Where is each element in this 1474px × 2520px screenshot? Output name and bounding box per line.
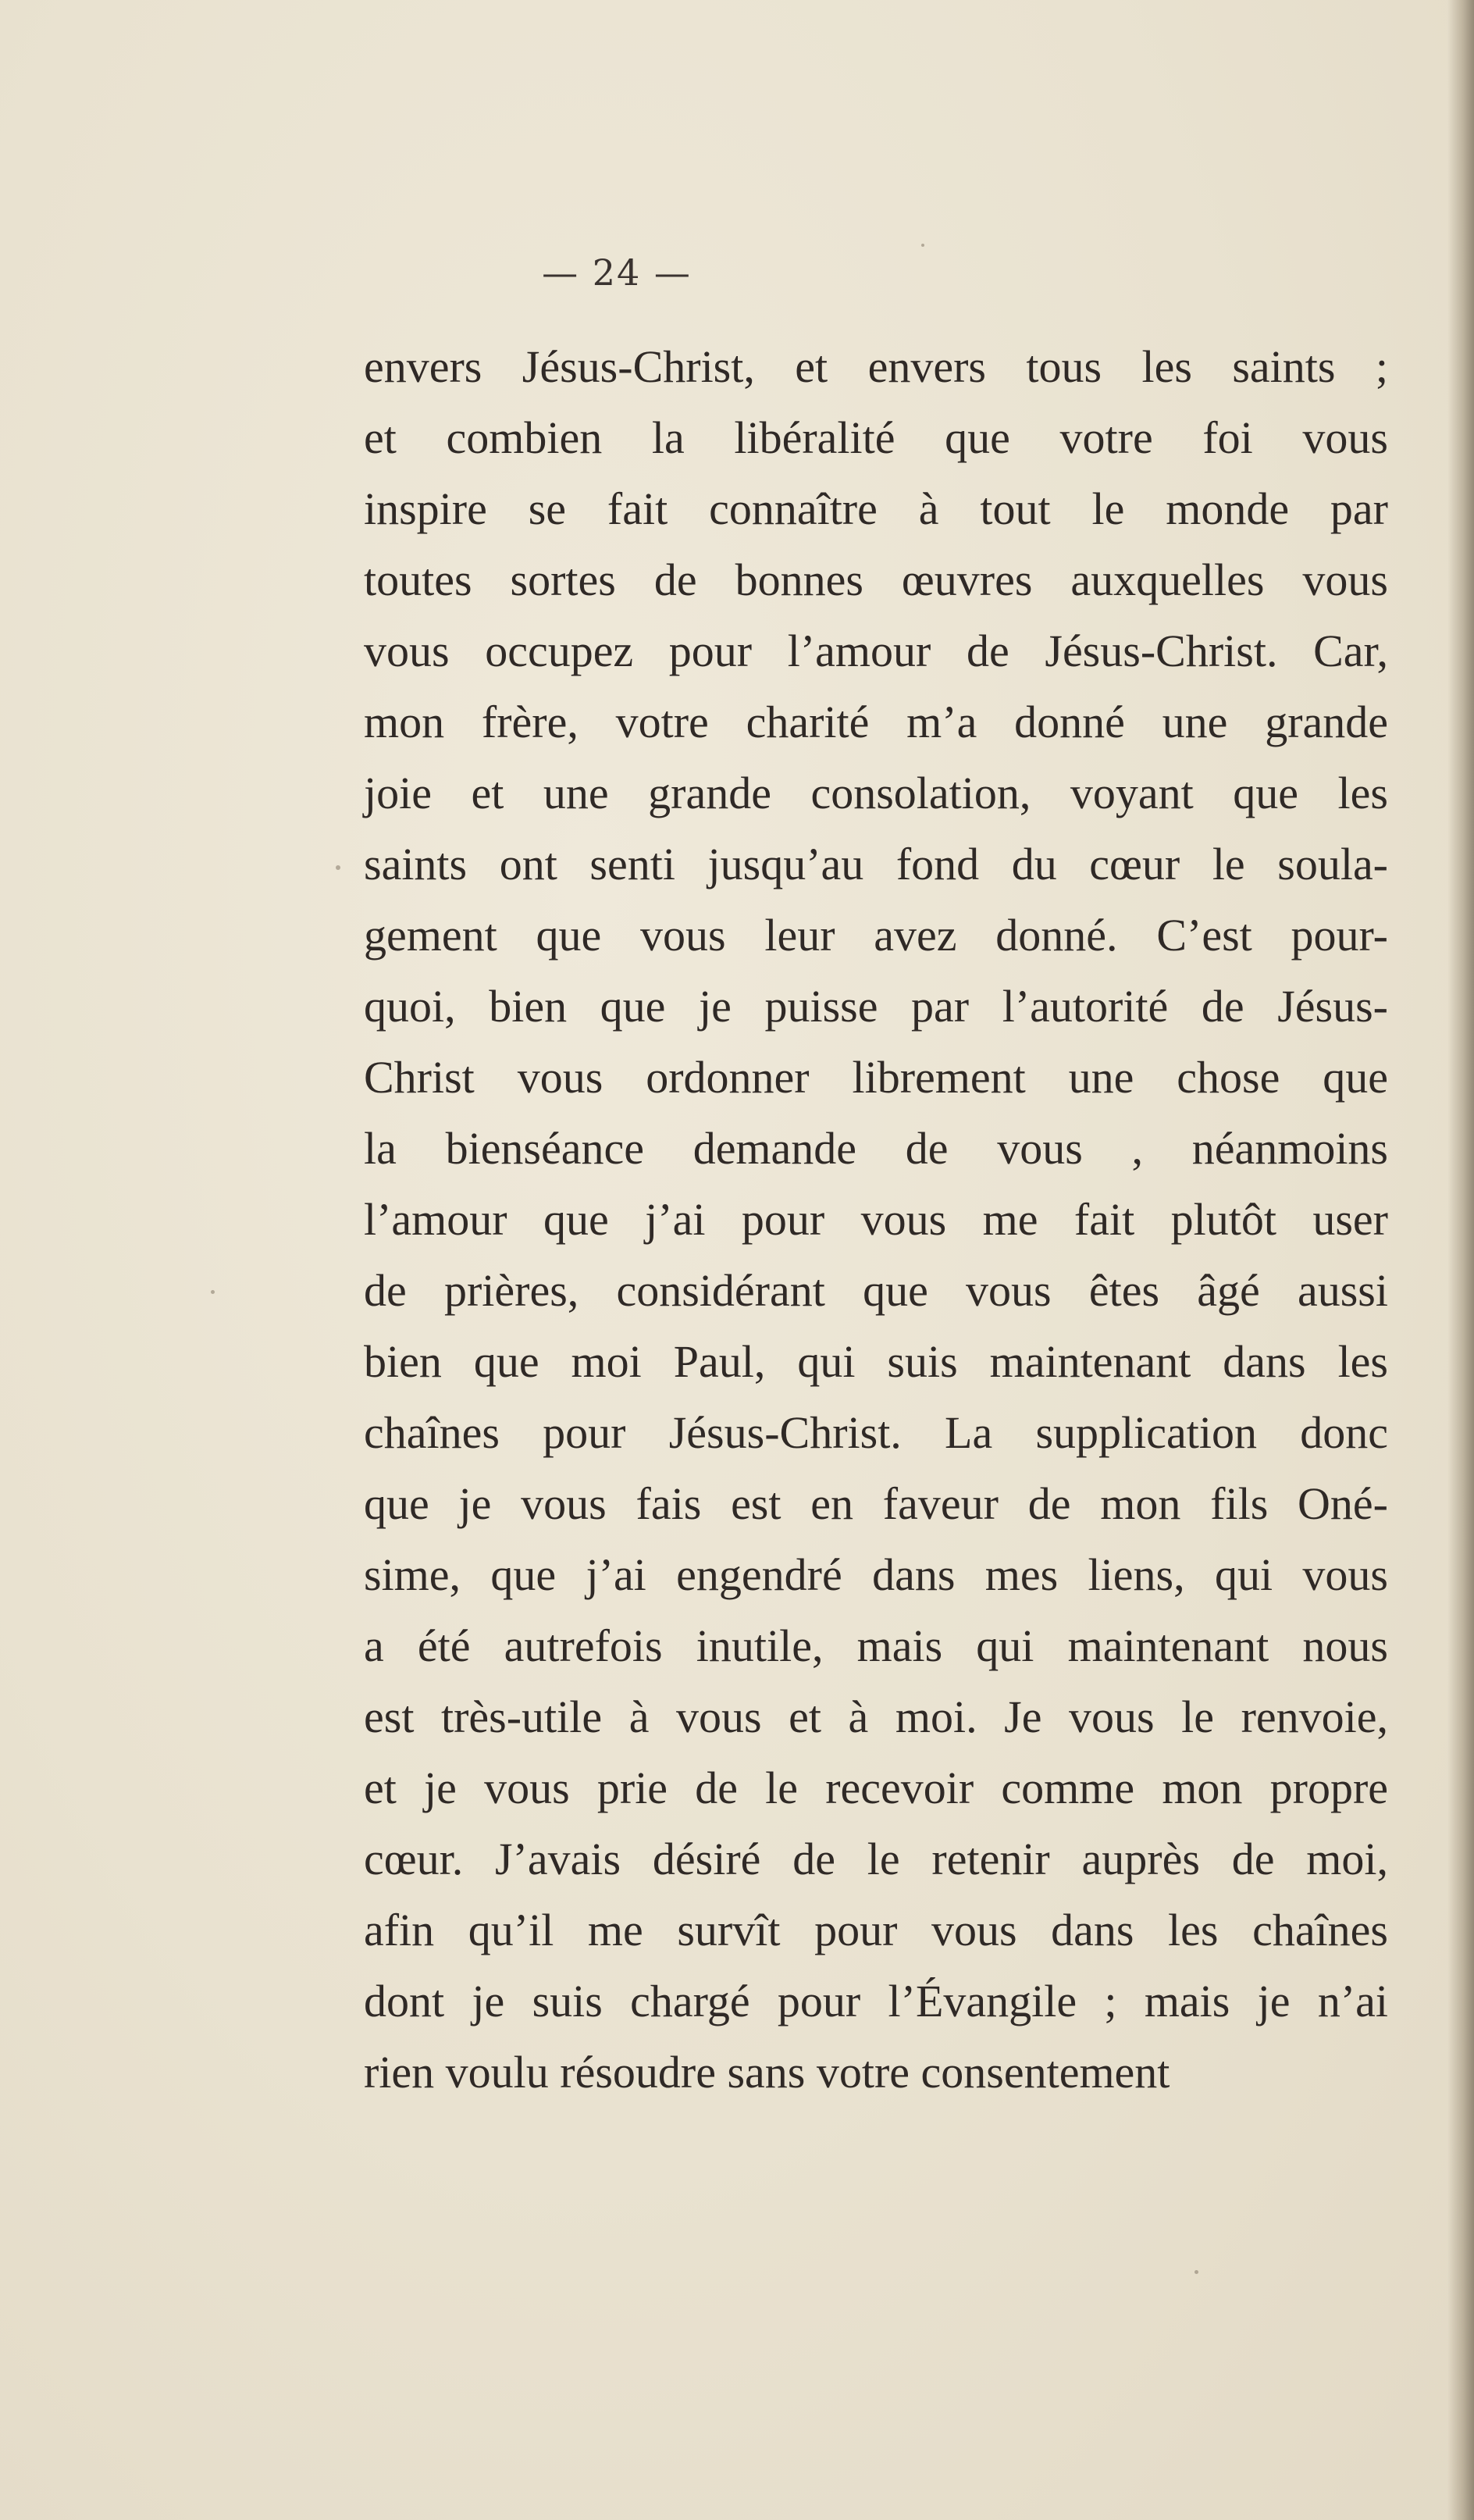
- text-line: dont je suis chargé pour l’Évangile ; mais je n’ai: [364, 1976, 1388, 2026]
- paper-speck: [211, 1290, 215, 1294]
- text-line: et je vous prie de le recevoir comme mon propre: [364, 1763, 1388, 1813]
- text-line: quoi, bien que je puisse par l’autorité de Jésus-: [364, 981, 1388, 1032]
- text-line: l’amour que j’ai pour vous me fait plutôt user: [364, 1194, 1388, 1245]
- text-line: cœur. J’avais désiré de le retenir auprès de moi,: [364, 1834, 1388, 1884]
- text-line: est très-utile à vous et à moi. Je vous le renvoie,: [364, 1691, 1388, 1742]
- body-text: [364, 331, 1388, 2108]
- paper-speck: [336, 865, 340, 870]
- text-line: envers Jésus-Christ, et envers tous les saints ;: [364, 341, 1388, 392]
- text-line: de prières, considérant que vous êtes âgé aussi: [364, 1265, 1388, 1316]
- text-line: inspire se fait connaître à tout le monde par: [364, 483, 1388, 534]
- text-line: toutes sortes de bonnes œuvres auxquelles vous: [364, 554, 1388, 605]
- text-line: et combien la libéralité que votre foi vous: [364, 412, 1388, 463]
- paper-speck: [921, 244, 924, 247]
- text-line: afin qu’il me survît pour vous dans les chaînes: [364, 1905, 1388, 1955]
- text-line: a été autrefois inutile, mais qui maintenant nous: [364, 1620, 1388, 1671]
- text-line: mon frère, votre charité m’a donné une grande: [364, 697, 1388, 747]
- page-number: — 24 —: [542, 251, 692, 294]
- text-line: gement que vous leur avez donné. C’est pour-: [364, 910, 1388, 961]
- text-line: la bienséance demande de vous , néanmoins: [364, 1123, 1388, 1174]
- text-line: Christ vous ordonner librement une chose que: [364, 1052, 1388, 1103]
- text-line: saints ont senti jusqu’au fond du cœur le soula-: [364, 839, 1388, 889]
- text-line: que je vous fais est en faveur de mon fils Oné-: [364, 1478, 1388, 1529]
- paper-speck: [1195, 2270, 1198, 2274]
- text-line: bien que moi Paul, qui suis maintenant dans les: [364, 1336, 1388, 1387]
- text-line: joie et une grande consolation, voyant que les: [364, 768, 1388, 818]
- text-line: sime, que j’ai engendré dans mes liens, qui vous: [364, 1549, 1388, 1600]
- page-edge-shadow: [1447, 0, 1474, 2520]
- text-line: chaînes pour Jésus-Christ. La supplication donc: [364, 1407, 1388, 1458]
- text-line: vous occupez pour l’amour de Jésus-Christ. Car,: [364, 626, 1388, 676]
- text-line: rien voulu résoudre sans votre consentement: [364, 2047, 1170, 2098]
